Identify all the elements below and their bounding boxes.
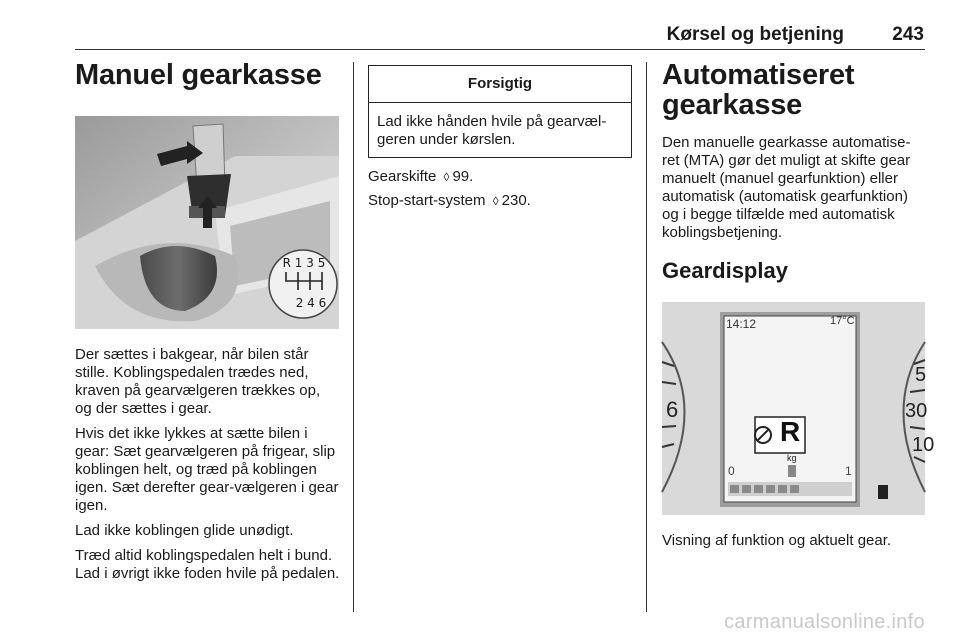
figure-caption: Visning af funktion og aktuelt gear. — [662, 532, 892, 549]
gear-pattern-top: R 1 3 5 — [282, 256, 326, 270]
page-reference-arrow-icon: ◊ — [443, 170, 450, 184]
caution-title: Forsigtig — [369, 66, 631, 103]
gear-pattern-badge — [273, 256, 335, 310]
cross-reference-stop-start[interactable] — [368, 192, 632, 210]
page-reference-arrow-icon: ◊ — [492, 194, 499, 208]
reference-page: 99. — [452, 168, 474, 185]
gear-lever-photo — [75, 116, 339, 329]
display-temperature: 17°C — [830, 315, 855, 327]
column-divider-1 — [353, 62, 354, 612]
dial-number-right-2: 30 — [905, 400, 928, 422]
display-unit: kg — [787, 453, 797, 463]
subsection-heading-gear-display: Geardisplay — [662, 258, 788, 283]
paragraph-clutch-pedal: Træd altid koblingspedalen helt i bund. Lad i øvrigt ikke foden hvile på pedalen. — [75, 547, 340, 582]
column-automated-gearbox — [662, 59, 935, 550]
display-scale-max: 1 — [845, 464, 852, 478]
manual-gearbox-text — [75, 346, 340, 583]
dial-number-right-1: 5 — [915, 364, 927, 386]
section-heading-automated-gearbox: Automatiseret gearkasse — [662, 59, 855, 121]
page-number: 243 — [892, 24, 924, 45]
gear-pattern-bottom: 2 4 6 — [295, 296, 327, 310]
paragraph-automated-intro: Den manuelle gearkasse automatise-ret (MTA) gør det muligt at skifte gear manuelt (manuel gearfunktion) eller automatisk (automatisk gearfunktion) og i begge tilfælde med automatisk koblingsbetjening. — [662, 134, 911, 241]
dial-number-left: 6 — [666, 397, 679, 422]
display-time: 14:12 — [726, 317, 757, 331]
running-title: Kørsel og betjening — [666, 24, 844, 45]
instrument-cluster-illustration — [662, 302, 928, 515]
caution-box — [368, 65, 632, 158]
column-caution — [368, 65, 632, 210]
gear-shift-pattern-icon — [282, 270, 326, 292]
gear-display-photo — [662, 302, 935, 515]
paragraph-reverse-gear: Der sættes i bakgear, når bilen står stille. Koblingspedalen trædes ned, kraven på gearvælgeren trækkes op, og der sættes i gear. — [75, 346, 321, 417]
display-scale-min: 0 — [728, 464, 735, 478]
caution-body: Lad ikke hånden hvile på gearvæl-geren under kørslen. — [377, 113, 607, 148]
paragraph-gear-not-engaged: Hvis det ikke lykkes at sætte bilen i gear: Sæt gearvælgeren på frigear, slip koblingen helt, og træd på koblingen igen. Sæt derefter gear-vælgeren i gear igen. — [75, 425, 339, 514]
reference-page: 230. — [501, 192, 531, 209]
reference-label: Gearskifte — [368, 168, 437, 185]
reference-label: Stop-start-system — [368, 192, 486, 209]
column-manual-gearbox — [75, 60, 340, 590]
cross-reference-gearshift[interactable] — [368, 168, 632, 186]
watermark: carmanualsonline.info — [724, 611, 925, 633]
dial-number-right-3: 10 — [912, 434, 935, 456]
display-gear-indicator: R — [780, 416, 801, 447]
column-divider-2 — [646, 62, 647, 612]
section-heading-manual-gearbox: Manuel gearkasse — [75, 59, 322, 91]
header-rule — [75, 49, 925, 50]
paragraph-clutch-slip: Lad ikke koblingen glide unødigt. — [75, 522, 294, 539]
